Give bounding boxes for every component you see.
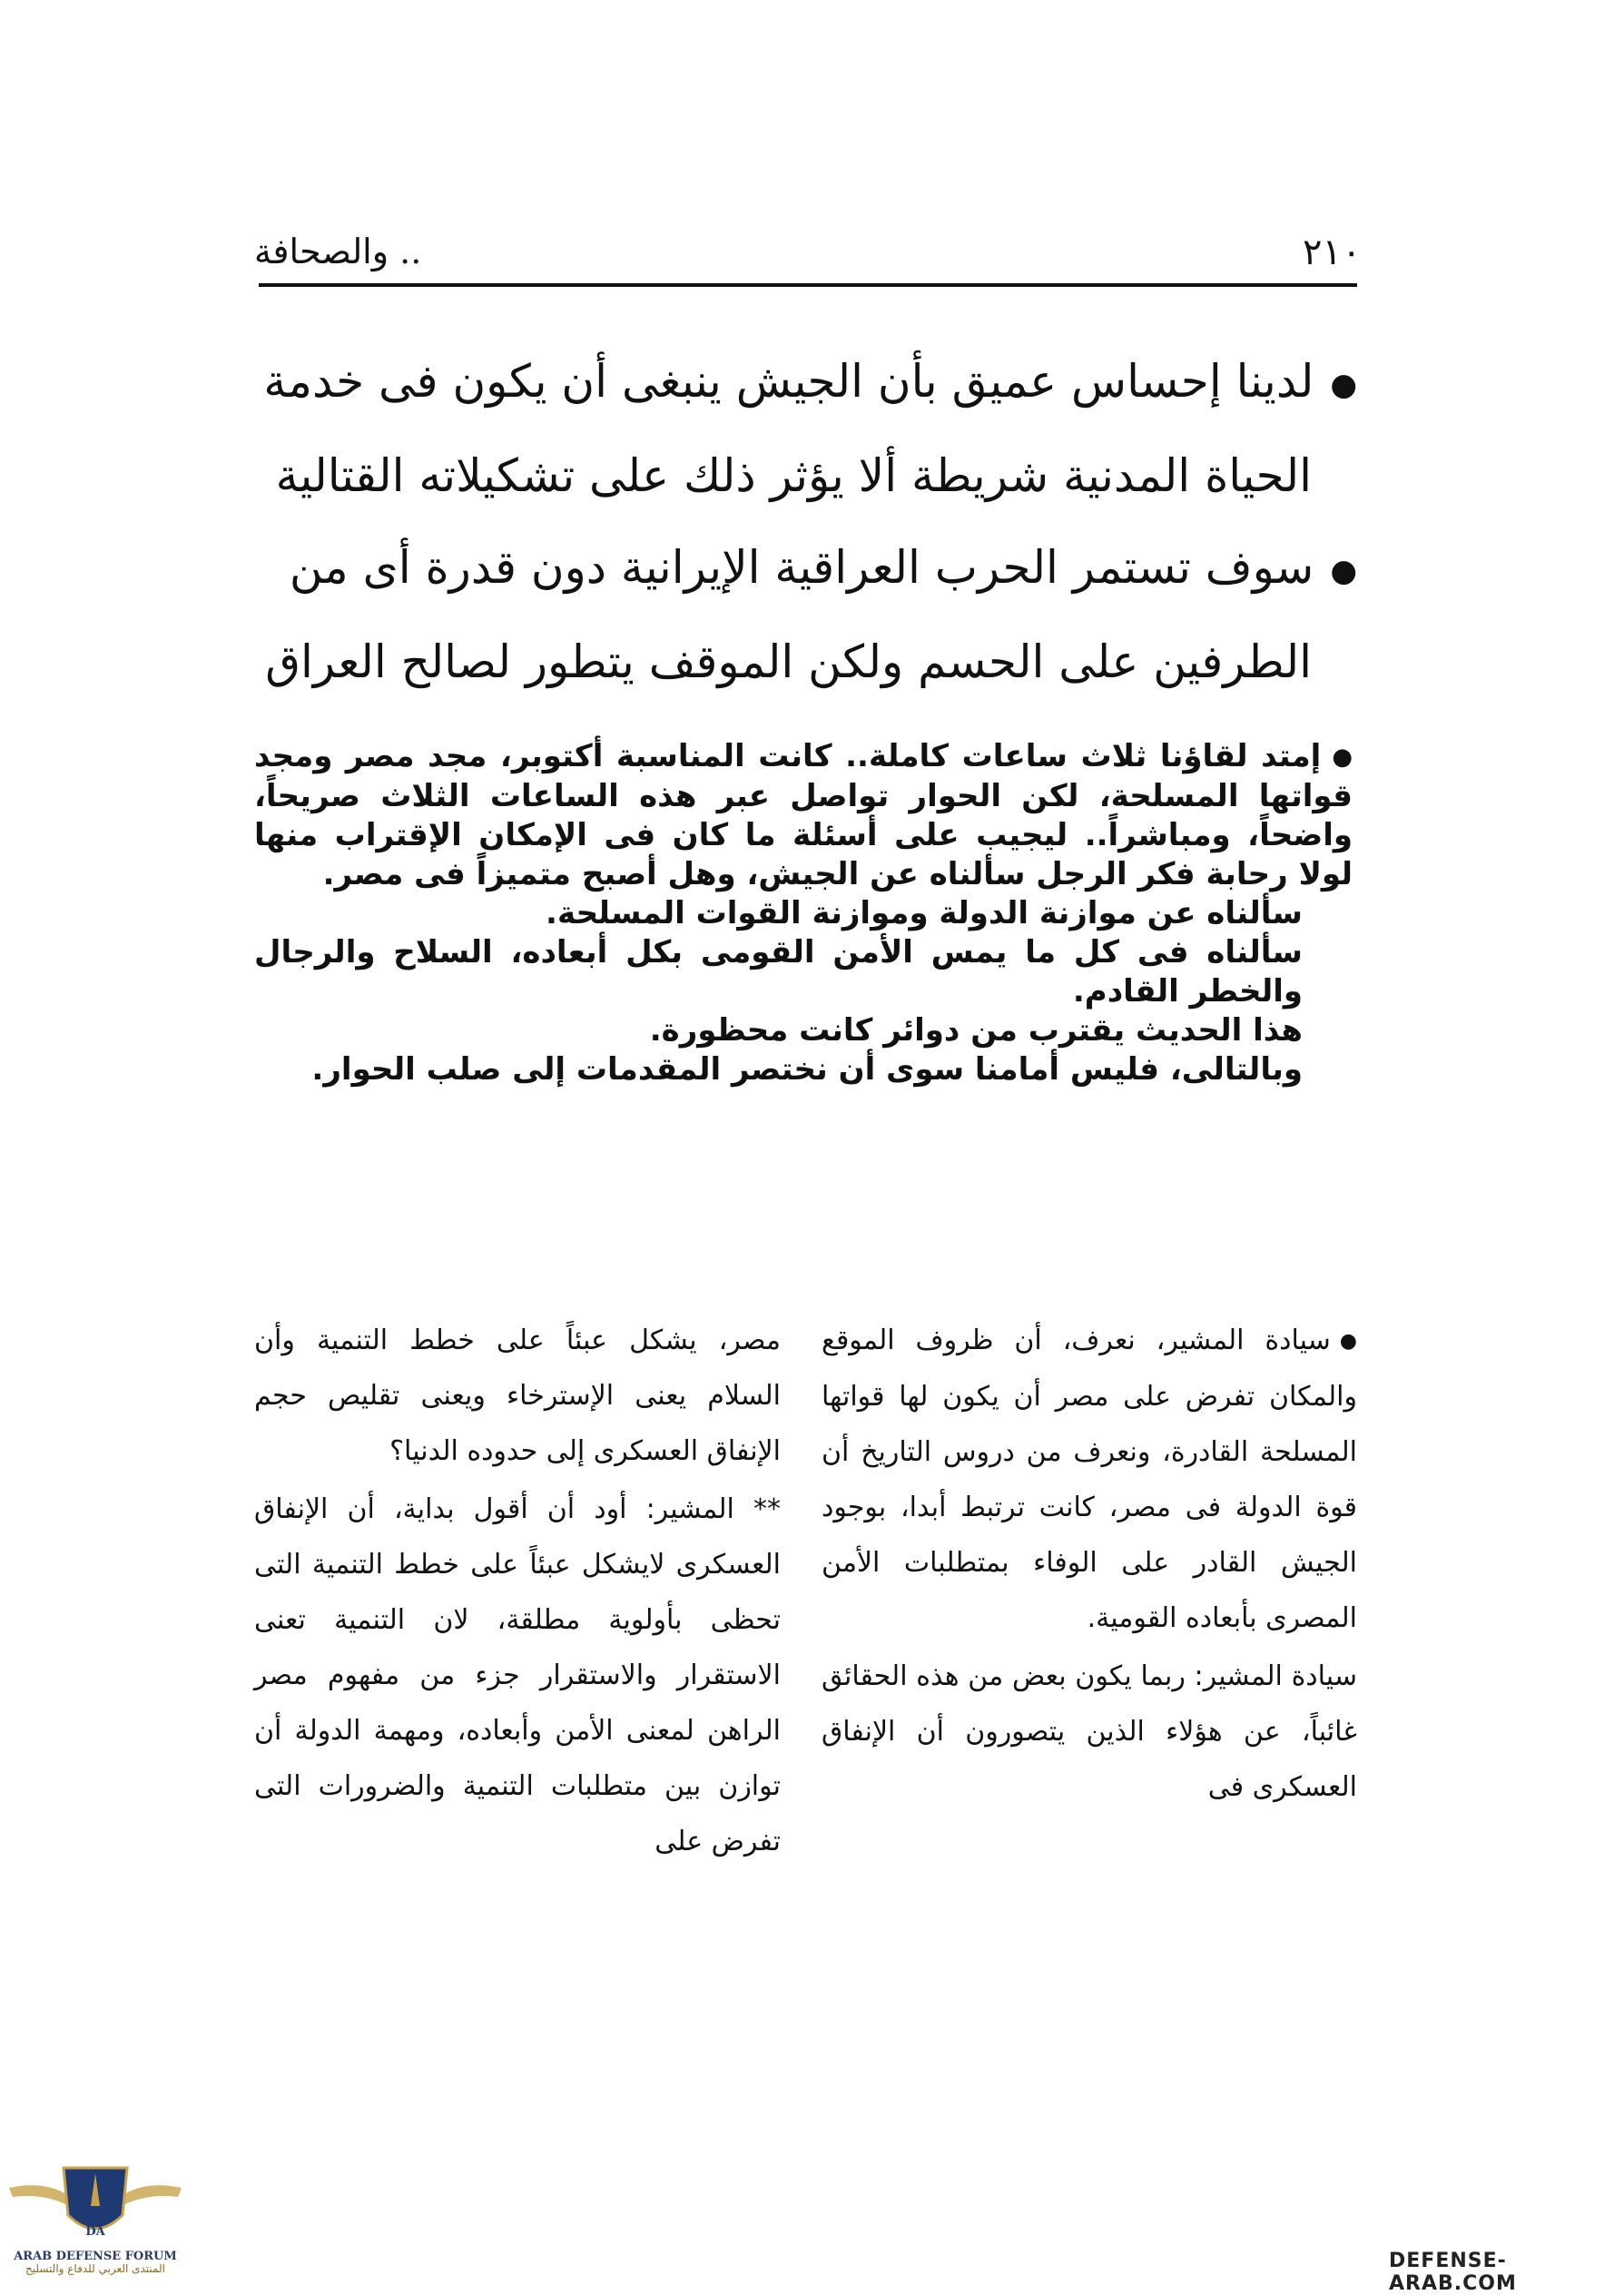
quote-line: سوف تستمر الحرب العراقية الإيرانية دون قدرة أى من [289,541,1314,594]
intro-line: هذا الحديث يقترب من دوائر كانت محظورة. [649,1012,1303,1049]
intro-line: وبالتالى، فليس أمامنا سوى أن نختصر المقدمات إلى صلب الحوار. [311,1051,1303,1088]
intro-paragraph: سألناه فى كل ما يمس الأمن القومى بكل أبعاده، السلاح والرجال والخطر القادم. [254,934,1303,1010]
bullet-icon: ● [1330,553,1357,589]
pull-quote-2 [259,522,1357,707]
page-number: ٢١٠ [1303,231,1362,273]
question-paragraph [822,1313,1357,1646]
bullet-icon: ● [1330,367,1357,403]
question-text: سيادة المشير، نعرف، أن ظروف الموقع والمكان تفرض على مصر أن يكون لها قواتها المسلحة القادرة، ونعرف من دروس التاريخ أن قوة الدولة فى مصر، كانت ترتبط أبدا، بوجود الجيش القادر على الوفاء بمتطلبات الأمن المصرى بأبعاده القومية. [822,1325,1357,1634]
article-intro [254,737,1353,1089]
question-continuation: مصر، يشكل عبئاً على خطط التنمية وأن السلام يعنى الإسترخاء ويعنى تقليص حجم الإنفاق العسكرى إلى حدوده الدنيا؟ [254,1325,781,1467]
column-right [822,1313,1357,1817]
column-left [254,1313,781,1872]
answer-paragraph: ** المشير: أود أن أقول بداية، أن الإنفاق العسكرى لايشكل عبئاً على خطط التنمية التى تحظى بأولوية مطلقة، لان التنمية تعنى الاستقرار والاستقرار جزء من مفهوم مصر الراهن لمعنى الأمن وأبعاده، ومهمة الدولة أن توازن بين متطلبات التنمية والضرورات التى تفرض على [254,1493,781,1857]
bullet-icon: ● [1339,1330,1357,1353]
quote-line: الحياة المدنية شريطة ألا يؤثر ذلك على تشكيلاته القتالية [275,449,1312,502]
header-divider [259,283,1357,287]
quote-line: الطرفين على الحسم ولكن الموقف يتطور لصالح العراق [265,635,1312,688]
bullet-icon: ● [1332,744,1353,771]
intro-paragraph: إمتد لقاؤنا ثلاث ساعات كاملة.. كانت المناسبة أكتوبر، مجد مصر ومجد قواتها المسلحة، لكن الحوار تواصل عبر هذه الساعات الثلاث صريحاً، واضحاً، ومباشراً.. ليجيب على أسئلة ما كان فى الإمكان الإقتراب منها لولا رحابة فكر الرجل سألناه عن الجيش، وهل أصبح متميزاً فى مصر. [254,738,1353,892]
pull-quote-1 [259,336,1357,521]
logo-name-en: ARAB DEFENSE FORUM [14,2250,177,2263]
logo-name-ar: المنتدى العربي للدفاع والتسليح [25,2262,165,2275]
logo-abbr: DA [85,2225,105,2239]
site-url: DEFENSE-ARAB.COM [1389,2250,1517,2295]
running-head: .. والصحافة [254,231,422,271]
intro-line: سألناه عن موازنة الدولة وموازنة القوات المسلحة. [546,895,1303,931]
question-paragraph: سيادة المشير: ربما يكون بعض من هذه الحقائق غائباً، عن هؤلاء الذين يتصورون أن الإنفاق العسكرى فى [822,1660,1357,1803]
quote-line: لدينا إحساس عميق بأن الجيش ينبغى أن يكون فى خدمة [263,355,1314,408]
